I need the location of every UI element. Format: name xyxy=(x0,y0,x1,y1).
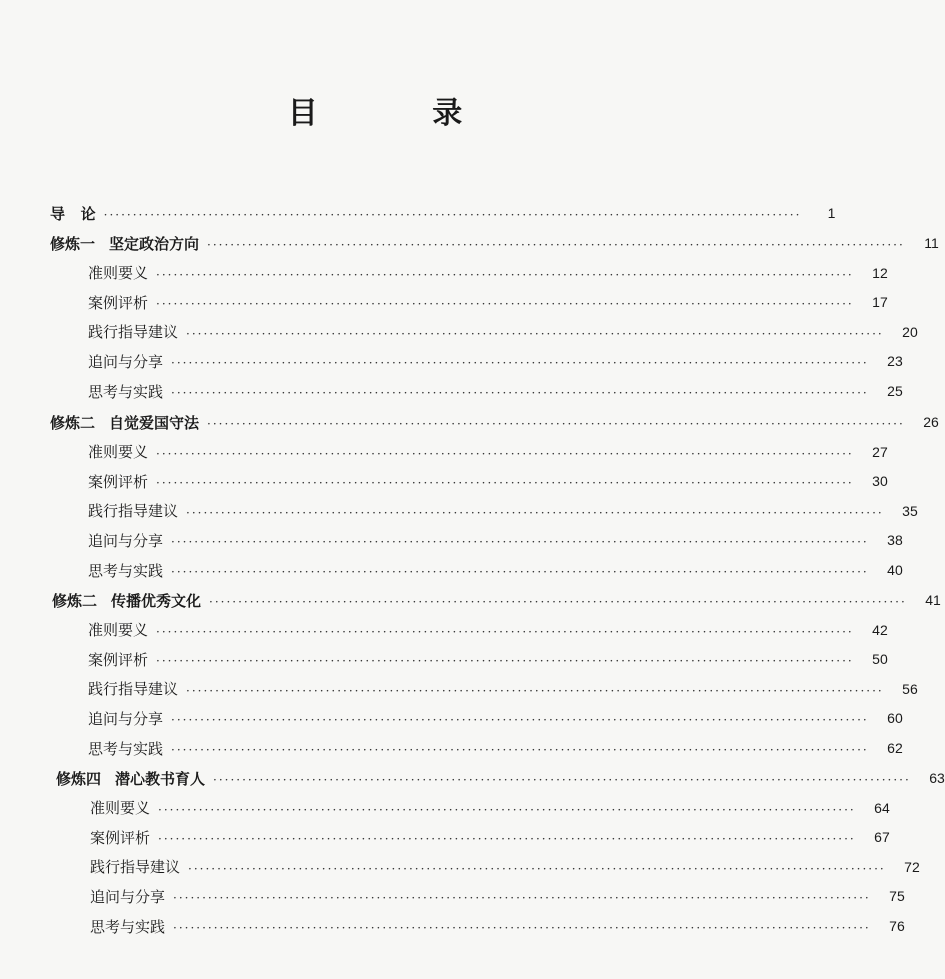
toc-section-label: 践行指导建议 xyxy=(88,502,179,521)
toc-chapter-number: 修炼一 xyxy=(50,234,96,253)
toc-section-label: 案例评析 xyxy=(88,293,149,312)
toc-page-number: 76 xyxy=(889,918,905,934)
toc-chapter-number: 修炼四 xyxy=(56,769,102,788)
dot-leader: ························································································································ xyxy=(156,476,854,491)
dot-leader: ························································································································ xyxy=(156,267,854,282)
toc-chapter-title xyxy=(52,590,201,611)
dot-leader: ························································································································ xyxy=(171,535,869,550)
toc-entry-section[interactable] xyxy=(0,498,918,524)
toc-section-label: 准则要义 xyxy=(88,443,149,462)
toc-section-label: 案例评析 xyxy=(88,472,149,491)
toc-entry-chapter[interactable] xyxy=(0,765,945,791)
dot-leader: ························································································································ xyxy=(156,446,854,461)
toc-page-number: 26 xyxy=(923,414,939,430)
toc-entry-chapter[interactable] xyxy=(0,409,939,435)
toc-section-label: 追问与分享 xyxy=(88,531,164,550)
toc-page-number: 27 xyxy=(872,443,888,460)
toc-page-number: 62 xyxy=(887,740,903,756)
dot-leader: ························································································································ xyxy=(209,595,907,609)
toc-section-label: 案例评析 xyxy=(90,828,151,847)
toc-section-label: 思考与实践 xyxy=(88,561,164,580)
toc-page-number: 20 xyxy=(902,323,918,340)
toc-entry-section[interactable] xyxy=(0,795,890,821)
toc-page-number: 23 xyxy=(887,353,903,370)
dot-leader: ························································································································ xyxy=(186,326,884,341)
toc-entry-section[interactable] xyxy=(0,824,890,850)
toc-page-number: 17 xyxy=(872,294,888,311)
toc-section-label: 思考与实践 xyxy=(90,917,166,936)
dot-leader: ························································································································ xyxy=(158,802,856,817)
toc-entry-section[interactable] xyxy=(0,676,918,702)
dot-leader: ························································································································ xyxy=(213,773,911,787)
toc-entry-section[interactable] xyxy=(0,557,903,583)
toc-entry-section[interactable] xyxy=(0,260,888,286)
dot-leader: ························································································································ xyxy=(171,356,869,371)
dot-leader: ························································································································ xyxy=(186,683,884,698)
toc-entry-section[interactable] xyxy=(0,705,903,731)
toc-page-number: 25 xyxy=(887,383,903,399)
toc-entry-section[interactable] xyxy=(0,617,888,643)
toc-chapter-name: 潜心教书育人 xyxy=(115,769,206,788)
toc-page-number: 30 xyxy=(872,473,888,490)
toc-chapter-title xyxy=(50,412,199,433)
toc-section-label: 践行指导建议 xyxy=(88,323,179,342)
dot-leader: ························································································································ xyxy=(156,297,854,312)
toc-entry-section[interactable] xyxy=(0,913,905,939)
toc-page-number: 75 xyxy=(889,888,905,905)
dot-leader: ························································································································ xyxy=(186,505,884,520)
toc-page-number: 11 xyxy=(924,235,939,251)
toc-chapter-title xyxy=(50,233,199,254)
toc-entry-section[interactable] xyxy=(0,348,903,374)
toc-page-number: 64 xyxy=(874,799,890,816)
toc-chapter-name: 自觉爱国守法 xyxy=(109,413,200,432)
toc-page-number: 1 xyxy=(827,205,836,221)
dot-leader: ························································································································ xyxy=(207,417,905,431)
toc-entry-section[interactable] xyxy=(0,439,888,465)
dot-leader: ························································································································ xyxy=(171,386,869,400)
toc-entry-section[interactable] xyxy=(0,378,903,404)
toc-page-number: 35 xyxy=(902,502,918,519)
toc-section-label: 准则要义 xyxy=(88,264,149,283)
toc-page-number: 67 xyxy=(874,829,890,846)
toc-entry-section[interactable] xyxy=(0,854,920,880)
toc-section-label: 追问与分享 xyxy=(88,709,164,728)
toc-section-label: 准则要义 xyxy=(90,799,151,818)
toc-entry-section[interactable] xyxy=(0,735,903,761)
page-title: 目 录 xyxy=(287,96,515,131)
toc-page-number: 42 xyxy=(872,621,888,638)
toc-chapter-number: 修炼二 xyxy=(50,413,96,432)
dot-leader: ························································································································ xyxy=(171,743,869,757)
toc-page-number: 72 xyxy=(904,858,920,875)
toc-entry-section[interactable] xyxy=(0,527,903,553)
toc-chapter-name: 传播优秀文化 xyxy=(111,591,202,610)
dot-leader: ························································································································ xyxy=(156,654,854,669)
toc-section-label: 践行指导建议 xyxy=(88,680,179,699)
toc-entry-section[interactable] xyxy=(0,468,888,494)
toc-entry-intro[interactable] xyxy=(0,200,836,226)
dot-leader: ························································································································ xyxy=(158,832,856,847)
toc-entry-chapter[interactable] xyxy=(0,230,939,256)
toc-chapter-name: 坚定政治方向 xyxy=(109,234,200,253)
toc-section-label: 案例评析 xyxy=(88,650,149,669)
dot-leader: ························································································································ xyxy=(103,208,802,222)
toc-section-label: 践行指导建议 xyxy=(90,858,181,877)
toc-entry-section[interactable] xyxy=(0,289,888,315)
toc-page-number: 60 xyxy=(887,710,903,727)
toc-section-label: 思考与实践 xyxy=(88,739,164,758)
toc-entry-section[interactable] xyxy=(0,883,905,909)
toc-section-label: 追问与分享 xyxy=(90,887,166,906)
toc-chapter-title xyxy=(56,768,205,789)
toc-page-number: 56 xyxy=(902,680,918,697)
toc-page-number: 50 xyxy=(872,651,888,668)
dot-leader: ························································································································ xyxy=(173,891,871,906)
toc-entry-label: 导 论 xyxy=(50,204,96,223)
dot-leader: ························································································································ xyxy=(171,565,869,579)
toc-page-number: 12 xyxy=(872,264,888,281)
toc-page-number: 63 xyxy=(929,770,945,786)
toc-section-label: 思考与实践 xyxy=(88,382,164,401)
toc-page-number: 41 xyxy=(925,592,941,608)
toc-page-number: 40 xyxy=(887,562,903,578)
toc-entry-section[interactable] xyxy=(0,319,918,345)
toc-entry-section[interactable] xyxy=(0,646,888,672)
toc-page-number: 38 xyxy=(887,532,903,549)
dot-leader: ························································································································ xyxy=(156,624,854,639)
toc-section-label: 追问与分享 xyxy=(88,352,164,371)
toc-chapter-number: 修炼二 xyxy=(52,591,98,610)
dot-leader: ························································································································ xyxy=(188,861,886,876)
toc-entry-chapter[interactable] xyxy=(0,587,941,613)
dot-leader: ························································································································ xyxy=(173,921,871,935)
toc-section-label: 准则要义 xyxy=(88,621,149,640)
dot-leader: ························································································································ xyxy=(171,713,869,728)
dot-leader: ························································································································ xyxy=(207,238,905,252)
